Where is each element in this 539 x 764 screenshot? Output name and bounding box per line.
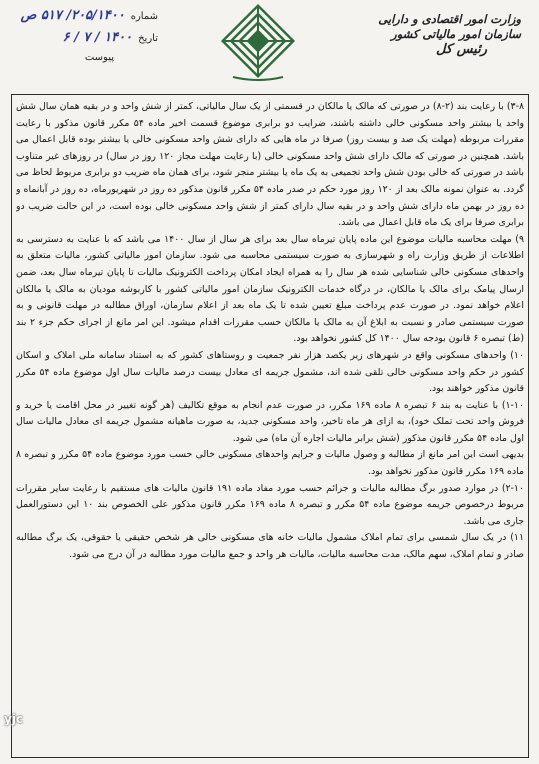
letter-date-row <box>8 30 158 52</box>
letter-meta <box>8 8 158 74</box>
organization-name: سازمان امور مالیاتی کشور <box>391 27 521 41</box>
letter-number: ۲۰۵/۱۴۰۰/ ۵۱۷ ص <box>20 8 125 23</box>
paragraph-11: ۱۱) در یک سال شمسی برای تمام املاک مشمول مالیات خانه های مسکونی خالی هر شخص حقیقی یا حقوقی، یک برگ مطالبه صادر و تمام املاک، سهم مالک، مدت محاسبه مالیات، مالیات هر واحد و جمع مالیات مورد مطالبه در آن درج می شود. <box>16 532 524 561</box>
letter-date-label: تاریخ <box>138 33 158 44</box>
paragraph-10-2: ۲-۱۰) در موارد صدور برگ مطالبه مالیات و جرائم حسب مورد مفاد ماده ۱۹۱ قانون مالیات های مستقیم با رعایت سایر مقررات مربوط درخصوص جریمه موضوع ماده ۵۴ مکرر و تبصره ۸ ماده ۱۶۹ مکرر قانون مذکور علی الخصوص بند ۱۰ این دستورالعمل جاری می باشد. <box>16 482 524 527</box>
attachment-label: پیوست <box>84 52 114 63</box>
paragraph-10: ۱۰) واحدهای مسکونی واقع در شهرهای زیر یکصد هزار نفر جمعیت و روستاهای کشور که به استناد سامانه ملی املاک و اسکان کشور در حکم واحد مسکونی خالی تلقی شده اند، مشمول جریمه ای معادل بیست درصد مالیات سال اول موضوع ماده ۵۴ مکرر قانون مذکور خواهند بود. <box>16 349 524 395</box>
letter-body <box>16 99 524 759</box>
letter-number-label: شماره <box>130 11 158 22</box>
attachment-row <box>8 52 158 74</box>
head-title: رئیس کل <box>436 42 487 57</box>
ministry-name: وزارت امور اقتصادی و دارایی <box>378 12 521 26</box>
tax-organization-logo <box>219 3 297 83</box>
letter-number-row <box>8 8 158 30</box>
paragraph-10-1: ۱-۱۰) با عنایت به بند ۶ تبصره ۸ ماده ۱۶۹ مکرر، در صورت عدم انجام به موقع تکالیف (هر گونه تغییر در محل اقامت یا خرید و فروش واحد تحت تملک خود)، به ازای هر ماه تاخیر، واحد مسکونی جدید، به صورت ماهیانه مشمول جریمه ای معادل مالیات سال اول ماده ۵۴ مکرر قانون مذکور (شش برابر مالیات اجاره آن ماه) می شود. <box>16 399 524 444</box>
letterhead <box>0 0 539 92</box>
paragraph-note: بدیهی است این امر مانع از مطالبه و وصول مالیات و جرایم واحدهای مسکونی خالی حسب مورد موضوع ماده ۵۴ مکرر و تبصره ۸ ماده ۱۶۹ مکرر قانون مذکور نخواهد بود. <box>16 449 524 478</box>
paragraph-9: ۹) مهلت محاسبه مالیات موضوع این ماده پایان تیرماه سال بعد برای هر سال از سال ۱۴۰۰ می باشد که با عنایت به دسترسی به اطلاعات از طریق وزارت راه و شهرسازی به صورت سیستمی محاسبه می شود. سازمان امور مالیاتی کشور، مالیات متعلق به واحدهای مسکونی خالی شناسایی شده هر سال را به همراه ایجاد امکان پرداخت الکترونیک مالیات تا پایان تیرماه سال بعد، ضمن ارسال پیامک برای مالک یا مالکان، در درگاه خدمات الکترونیک سازمان امور مالیاتی کشور با کاربوشه مودیان به مالک یا مالکان اعلام خواهد نمود. در صورت عدم پرداخت مبلغ تعیین شده تا یک ماه بعد از اعلام سازمان، اوراق مطالبه در مهلت قانونی و به صورت سیستمی صادر و نسبت به ابلاغ آن به مالک یا مالکان حسب مقررات اقدام میشود. این امر مانع از اجرای حکم جزء ۲ بند (ط) تبصره ۶ قانون بودجه سال ۱۴۰۰ کل کشور نخواهد بود. <box>16 233 524 345</box>
ministry-heading <box>376 12 521 57</box>
paragraph-8-3: ۳-۸) با رعایت بند (۲-۸) در صورتی که مالک یا مالکان در قسمتی از یک سال مالیاتی، کمتر از شش واحد و در بقیه همان سال شش واحد یا بیشتر واحد مسکونی خالی داشته باشند، ضرایب دو برابری موضوع قسمت اخیر ماده ۵۴ مکرر قانون مذکور با رعایت مقررات مربوطه (مهلت یک صد و بیست روز) صرفا در ماه هایی که دارای شش واحد مسکونی خالی یا بیشتر بوده قابل اعمال می باشد. همچنین در صورتی که مالک دارای شش واحد مسکونی خالی (با رعایت مهلت مجاز ۱۲۰ روز در سال) در روزهای غیر متناوب باشد در صورتی که خالی بودن شش واحد تجمیعی به یک ماه یا بیشتر منجر شود، برای همان ماه ضریب دو برابری مربوط لحاظ می گردد. به عنوان نمونه مالک بعد از ۱۲۰ روز مورد حکم در صدر ماده ۵۴ مکرر قانون مذکور ده روز در شهریورماه، ده روز در آبانماه و ده روز در بهمن ماه دارای شش واحد و در بقیه سال دارای کمتر از شش واحد مسکونی خالی بوده است، در این حالت ضریب دو برابری صرفا برای یک ماه قابل اعمال می باشد. <box>16 101 524 229</box>
news-agency-watermark: yjc <box>4 712 24 726</box>
letter-date: ۱۴۰۰ / ۷ / ۶ <box>62 30 133 45</box>
